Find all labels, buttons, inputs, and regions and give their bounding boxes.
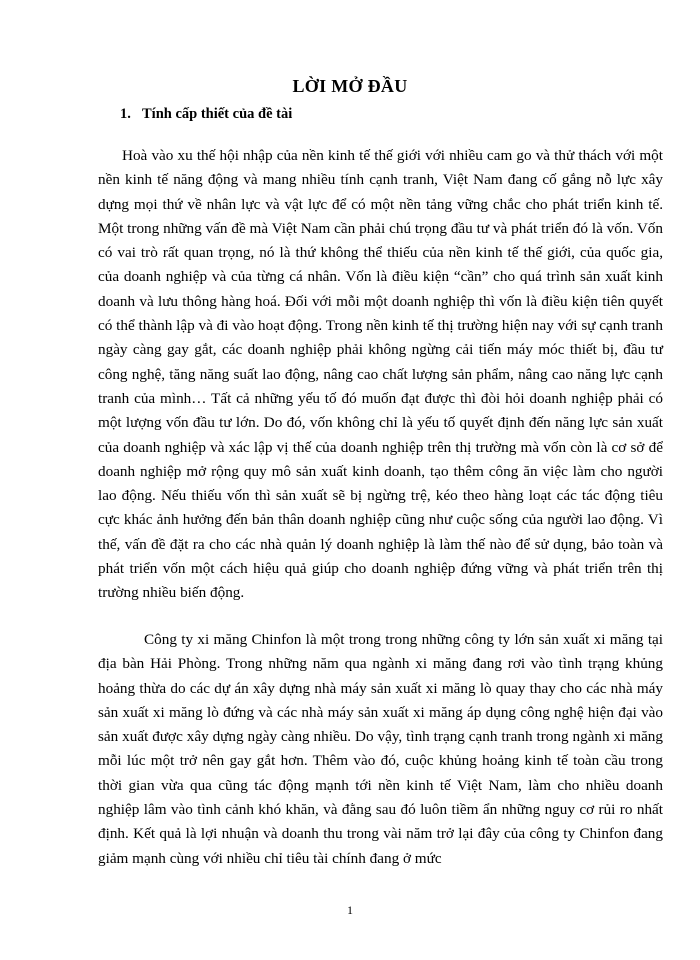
section-heading	[120, 106, 292, 123]
section-number: 1.	[120, 106, 131, 122]
section-heading-text: Tính cấp thiết của đề tài	[142, 106, 293, 122]
paragraph-1: Hoà vào xu thế hội nhập của nền kinh tế thế giới với nhiều cam go và thử thách với một nền kinh tế năng động và mang nhiều tính cạnh tranh, Việt Nam đang cố gắng nỗ lực xây dựng mọi thứ về nhân lực và vật lực để có một nền tảng vững chắc cho phát triển kinh tế. Một trong những vấn đề mà Việt Nam cần phải chú trọng đầu tư và phát triển đó là vốn. Vốn có vai trò rất quan trọng, nó là thứ không thể thiếu của nền kinh tế thế giới, của quốc gia, của doanh nghiệp và của từng cá nhân. Vốn là điều kiện “cần” cho quá trình sản xuất kinh doanh và lưu thông hàng hoá. Đối với mỗi một doanh nghiệp thì vốn là điều kiện tiên quyết có thể thành lập và đi vào hoạt động. Trong nền kinh tế thị trường hiện nay với sự cạnh tranh ngày càng gay gắt, các doanh nghiệp phải không ngừng cải tiến máy móc thiết bị, đầu tư công nghệ, tăng năng suất lao động, nâng cao chất lượng sản phẩm, nâng cao năng lực cạnh tranh của mình… Tất cả những yếu tố đó muốn đạt được thì đòi hỏi doanh nghiệp phải có một lượng vốn đầu tư lớn. Do đó, vốn không chỉ là yếu tố quyết định đến năng lực sản xuất của doanh nghiệp và xác lập vị thế của doanh nghiệp trên thị trường mà vốn còn là cơ sở để doanh nghiệp mở rộng quy mô sản xuất kinh doanh, tạo thêm công ăn việc làm cho người lao động. Nếu thiếu vốn thì sản xuất sẽ bị ngừng trệ, kéo theo hàng loạt các tác động tiêu cực khác ảnh hưởng đến bản thân doanh nghiệp cũng như cuộc sống của người lao động. Vì thế, vấn đề đặt ra cho các nhà quản lý doanh nghiệp là làm thế nào để sử dụng, bảo toàn và phát triển vốn một cách hiệu quả giúp cho doanh nghiệp đứng vững và phát triển trên thị trường nhiều biến động.	[98, 147, 663, 602]
page-number: 1	[347, 903, 353, 917]
page-title: LỜI MỞ ĐẦU	[292, 76, 408, 96]
paragraph-2: Công ty xi măng Chinfon là một trong trong những công ty lớn sản xuất xi măng tại địa bàn Hải Phòng. Trong những năm qua ngành xi măng đang rơi vào tình trạng khủng hoảng thừa do các dự án xây dựng nhà máy sản xuất xi măng lò quay thay cho các nhà máy sản xuất xi măng lò đứng và các nhà máy sản xuất xi măng áp dụng công nghệ hiện đại vào sản xuất được xây dựng ngày càng nhiều. Do vậy, tình trạng cạnh tranh trong ngành xi măng mỗi lúc một trở nên gay gắt hơn. Thêm vào đó, cuộc khủng hoảng kinh tế toàn cầu trong thời gian vừa qua cũng tác động mạnh tới nền kinh tế Việt Nam, làm cho nhiều doanh nghiệp lâm vào tình cảnh khó khăn, và đằng sau đó luôn tiềm ẩn những nguy cơ rủi ro nhất định. Kết quả là lợi nhuận và doanh thu trong vài năm trở lại đây của công ty Chinfon đang giảm mạnh cùng với nhiều chỉ tiêu tài chính đang ở mức	[98, 631, 663, 867]
